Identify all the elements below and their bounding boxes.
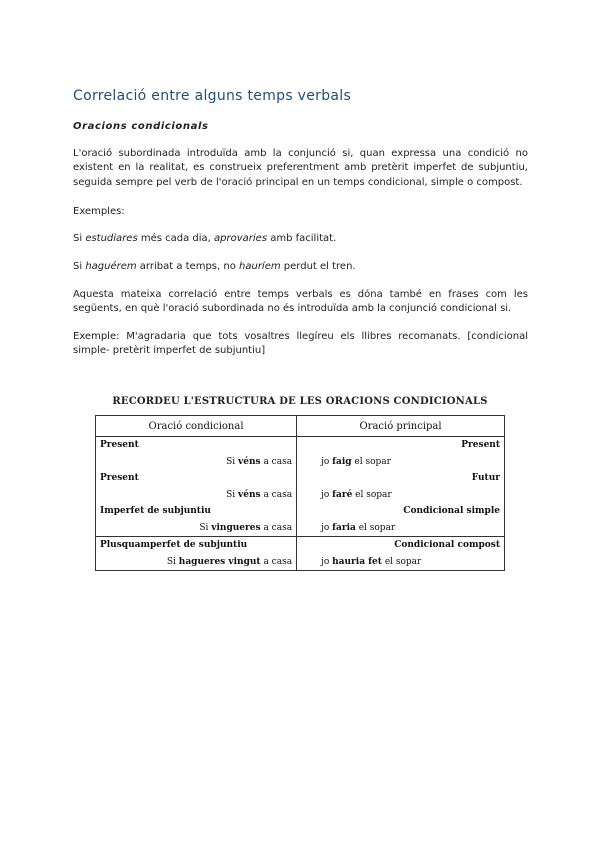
tense-label-right: Condicional simple [297,503,505,519]
table-row [96,453,505,470]
table-row [96,519,505,537]
example-left: Si vingueres a casa [96,519,297,537]
examples-label: Exemples: [73,206,125,217]
table-row [96,503,505,519]
example-left: Si véns a casa [96,486,297,503]
table-row [96,486,505,503]
table-title: RECORDEU L'ESTRUCTURA DE LES ORACIONS CONDICIONALS [112,396,488,407]
example-left: Si hagueres vingut a casa [96,553,297,571]
example-right: jo faré el sopar [297,486,505,503]
table-header-main: Oració principal [297,416,505,437]
example-sentence-2: Si haguérem arribat a temps, no hauríem perdut el tren. [73,261,356,272]
example-right: jo hauria fet el sopar [297,553,505,571]
section-subtitle: Oracions condicionals [73,121,209,132]
tense-label-left: Present [96,470,297,486]
example-right: jo faria el sopar [297,519,505,537]
tense-label-right: Condicional compost [297,537,505,554]
tense-label-left: Present [96,437,297,454]
page-title: Correlació entre alguns temps verbals [73,88,352,104]
table-row [96,470,505,486]
paragraph-correlation: Aquesta mateixa correlació entre temps verbals es dóna també en frases com les següents, en què l'oració subordinada no és introduïda amb la conjunció condicional si. [73,289,528,315]
table-header-conditional: Oració condicional [96,416,297,437]
tense-label-left: Plusquamperfet de subjuntiu [96,537,297,554]
table-row [96,537,505,554]
tense-label-right: Present [297,437,505,454]
table-row [96,553,505,571]
example-right: jo faig el sopar [297,453,505,470]
table-row [96,437,505,454]
tense-label-left: Imperfet de subjuntiu [96,503,297,519]
example-sentence-1: Si estudiares més cada dia, aprovaries amb facilitat. [73,233,337,244]
intro-paragraph: L'oració subordinada introduïda amb la conjunció si, quan expressa una condició no existent en la realitat, es construeix preferentment amb pretèrit imperfet de subjuntiu, seguida sempre pel verb de l'oració principal en un temps condicional, simple o compost. [73,148,528,188]
tense-label-right: Futur [297,470,505,486]
conditional-structure-table [95,415,505,571]
paragraph-example: Exemple: M'agradaria que tots vosaltres llegíreu els llibres recomanats. [condicional simple- pretèrit imperfet de subjuntiu] [73,331,528,357]
example-left: Si véns a casa [96,453,297,470]
